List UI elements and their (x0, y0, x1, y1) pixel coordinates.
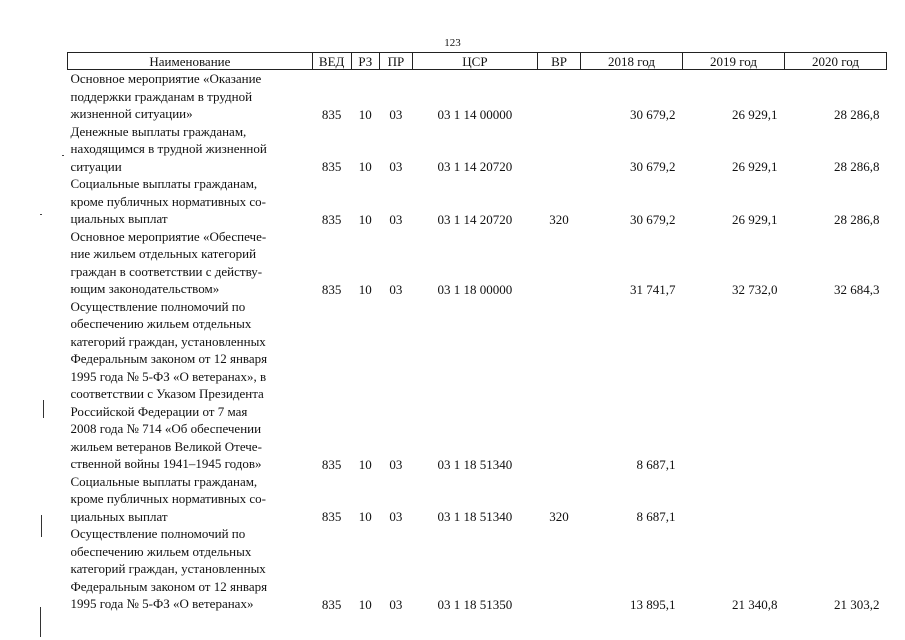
table-row (68, 228, 887, 298)
cell-name-line: Основное мероприятие «Оказание (70, 71, 262, 86)
cell-name-line: ситуации (70, 158, 122, 174)
cell-rz: 10 (358, 211, 372, 227)
table-row (68, 123, 887, 176)
cell-2018: 30 679,2 (629, 211, 676, 227)
cell-2018: 30 679,2 (629, 106, 676, 122)
cell-rz: 10 (358, 596, 372, 612)
page-number: 123 (444, 37, 461, 49)
cell-ved: 835 (321, 281, 342, 297)
cell-2019: 21 340,8 (731, 596, 778, 612)
cell-rz: 10 (358, 159, 372, 174)
cell-2018: 30 679,2 (629, 159, 676, 174)
cell-pr: 03 (389, 281, 403, 297)
cell-2019: 26 929,1 (731, 211, 778, 227)
cell-ved: 835 (321, 456, 342, 472)
cell-csr: 03 1 14 00000 (437, 106, 513, 122)
cell-vr (538, 123, 581, 176)
cell-2020: 21 303,2 (834, 596, 880, 612)
cell-2020 (784, 298, 886, 473)
scan-dot (40, 214, 42, 215)
table-row (68, 298, 887, 473)
cell-name (68, 473, 313, 526)
cell-rz: 10 (358, 456, 372, 472)
scan-mark (43, 400, 44, 418)
table-row (68, 175, 887, 228)
cell-csr: 03 1 18 51340 (437, 456, 513, 472)
cell-name-line: жизненной ситуации» (70, 106, 193, 121)
cell-2018: 8 687,1 (636, 509, 676, 524)
cell-csr: 03 1 14 20720 (437, 211, 513, 227)
cell-2018: 31 741,7 (629, 281, 676, 297)
cell-name-line: обеспечению жильем отдельных (70, 543, 252, 559)
cell-name-line: циальных выплат (70, 508, 168, 524)
cell-name-line: Основное мероприятие «Обеспече- (70, 228, 267, 244)
cell-rz: 10 (358, 106, 372, 122)
cell-ved: 835 (321, 596, 342, 612)
cell-name-line: Российской Федерации от 7 мая (70, 403, 248, 419)
cell-2018: 8 687,1 (636, 456, 676, 472)
cell-csr: 03 1 18 51350 (437, 596, 513, 612)
cell-2019: 26 929,1 (731, 106, 778, 122)
cell-vr (538, 70, 581, 123)
col-header-vr: ВР (538, 53, 581, 70)
cell-name-line: граждан в соответствии с действу- (70, 263, 263, 279)
cell-name (68, 70, 313, 123)
cell-name-line: Социальные выплаты гражданам, (70, 473, 258, 489)
cell-name (68, 298, 313, 473)
cell-name-line: Денежные выплаты гражданам, (70, 123, 247, 139)
cell-name-line: соответствии с Указом Президента (70, 386, 264, 401)
table-row (68, 525, 887, 613)
table-row (68, 70, 887, 123)
cell-name-line: поддержки гражданам в трудной (70, 88, 253, 104)
cell-2020: 28 286,8 (834, 211, 880, 227)
cell-csr: 03 1 18 51340 (437, 509, 513, 524)
cell-pr: 03 (389, 211, 403, 227)
cell-name-line: жильем ветеранов Великой Отече- (70, 438, 262, 454)
cell-2019 (682, 473, 784, 526)
cell-name-line: Социальные выплаты гражданам, (70, 176, 258, 191)
cell-name-line: Федеральным законом от 12 января (70, 578, 268, 594)
cell-pr: 03 (389, 159, 403, 174)
cell-name-line: обеспечению жильем отдельных (70, 316, 252, 331)
cell-2020: 32 684,3 (834, 281, 880, 297)
cell-name-line: Федеральным законом от 12 января (70, 351, 268, 366)
cell-2019: 32 732,0 (731, 281, 778, 297)
col-header-ved: ВЕД (312, 53, 351, 70)
cell-vr: 320 (549, 509, 569, 524)
cell-name-line: ние жильем отдельных категорий (70, 246, 257, 261)
cell-csr: 03 1 14 20720 (437, 159, 513, 174)
cell-name (68, 228, 313, 298)
cell-pr: 03 (389, 596, 403, 612)
cell-vr (538, 298, 581, 473)
cell-csr: 03 1 18 00000 (437, 281, 513, 297)
cell-ved: 835 (321, 159, 342, 174)
cell-name-line: 1995 года № 5-ФЗ «О ветеранах» (70, 596, 254, 611)
cell-2018: 13 895,1 (629, 596, 676, 612)
scan-mark (40, 607, 41, 637)
cell-name-line: ственной войны 1941–1945 годов» (70, 456, 262, 471)
cell-vr: 320 (549, 211, 569, 227)
cell-name (68, 525, 313, 613)
scan-dot (62, 155, 64, 156)
cell-name (68, 175, 313, 228)
cell-ved: 835 (321, 509, 342, 524)
cell-2020: 28 286,8 (834, 159, 880, 174)
cell-vr (538, 525, 581, 613)
cell-name-line: Осуществление полномочий по (70, 298, 246, 314)
scan-mark (41, 515, 42, 537)
cell-2020: 28 286,8 (834, 106, 880, 122)
col-header-2018: 2018 год (580, 53, 682, 70)
cell-name-line: кроме публичных нормативных со- (70, 193, 266, 209)
cell-2019: 26 929,1 (731, 159, 778, 174)
cell-name-line: категорий граждан, установленных (70, 561, 266, 576)
cell-name-line: ющим законодательством» (70, 281, 220, 296)
cell-name-line: категорий граждан, установленных (70, 333, 266, 349)
cell-ved: 835 (321, 211, 342, 227)
cell-name (68, 123, 313, 176)
cell-pr: 03 (389, 456, 403, 472)
cell-name-line: кроме публичных нормативных со- (70, 491, 266, 506)
cell-pr: 03 (389, 106, 403, 122)
table-header-row (68, 53, 887, 70)
cell-name-line: 1995 года № 5-ФЗ «О ветеранах», в (70, 368, 267, 384)
col-header-2020: 2020 год (784, 53, 886, 70)
cell-rz: 10 (358, 281, 372, 297)
col-header-csr: ЦСР (412, 53, 537, 70)
cell-vr (538, 228, 581, 298)
cell-2019 (682, 298, 784, 473)
col-header-2019: 2019 год (682, 53, 784, 70)
cell-name-line: 2008 года № 714 «Об обеспечении (70, 421, 262, 436)
budget-table (67, 52, 887, 613)
table-row (68, 473, 887, 526)
cell-ved: 835 (321, 106, 342, 122)
cell-name-line: Осуществление полномочий по (70, 526, 246, 541)
col-header-name: Наименование (68, 53, 313, 70)
cell-pr: 03 (389, 509, 403, 524)
col-header-rz: РЗ (351, 53, 380, 70)
cell-2020 (784, 473, 886, 526)
col-header-pr: ПР (380, 53, 413, 70)
cell-name-line: находящимся в трудной жизненной (70, 141, 267, 156)
cell-name-line: циальных выплат (70, 211, 168, 226)
cell-rz: 10 (358, 509, 372, 524)
